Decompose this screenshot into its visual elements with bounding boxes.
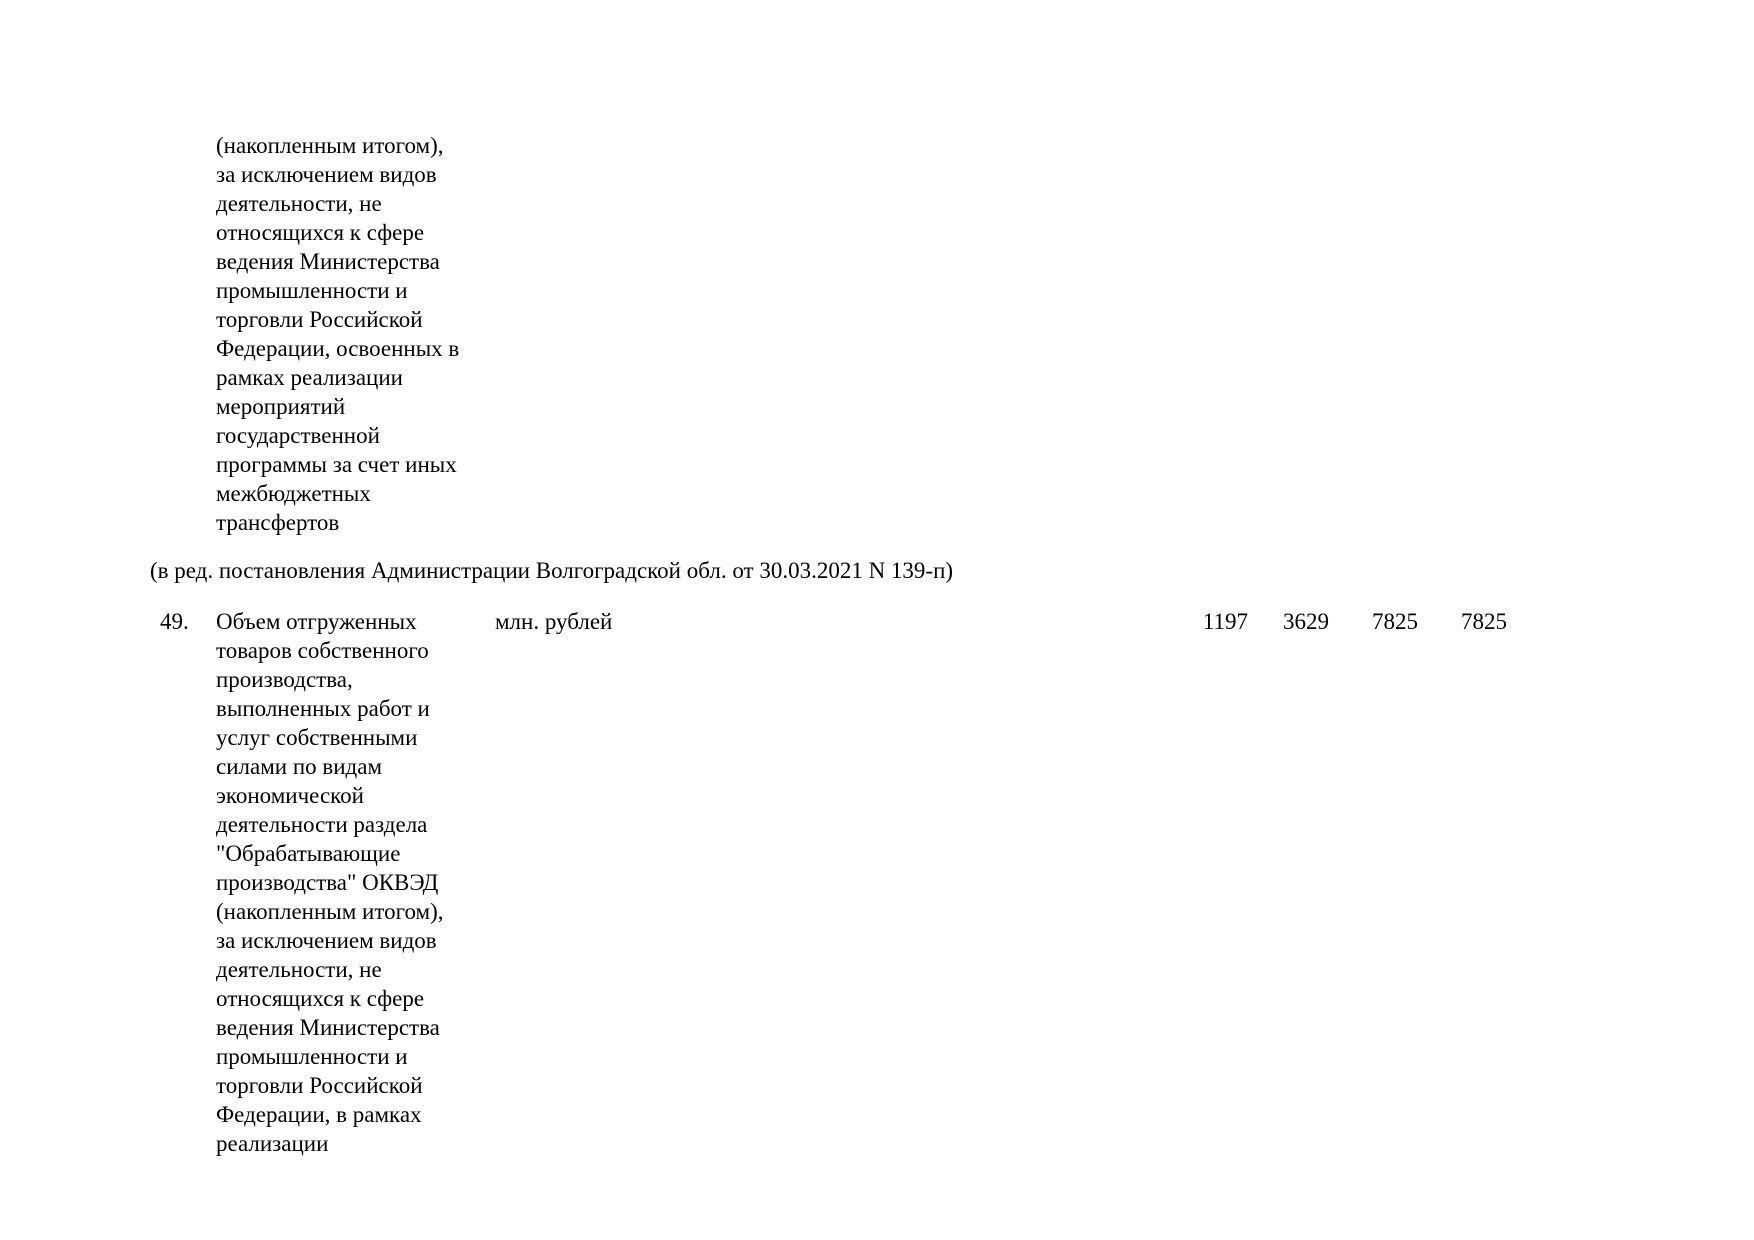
text-line: за исключением видов xyxy=(216,928,437,953)
text-line: мероприятий xyxy=(216,394,346,419)
text-line: силами по видам xyxy=(216,754,383,779)
text-line: "Обрабатывающие xyxy=(216,841,401,866)
text-line: межбюджетных xyxy=(216,481,371,506)
text-line: государственной xyxy=(216,423,380,448)
text-line: относящихся к сфере xyxy=(216,986,425,1011)
indicator-description xyxy=(216,607,444,1158)
text-line: деятельности, не xyxy=(216,191,382,216)
unit-cell: млн. рублей xyxy=(495,609,613,634)
text-line: Объем отгруженных xyxy=(216,609,417,634)
text-line: торговли Российской xyxy=(216,307,423,332)
value-cell: 3629 xyxy=(1283,609,1329,634)
text-line: торговли Российской xyxy=(216,1073,423,1098)
text-line: промышленности и xyxy=(216,278,408,303)
text-line: (накопленным итогом), xyxy=(216,133,444,158)
value-cell: 7825 xyxy=(1461,609,1507,634)
text-line: ведения Министерства xyxy=(216,1015,440,1040)
value-cell: 7825 xyxy=(1372,609,1418,634)
continued-indicator-text xyxy=(216,131,459,537)
text-line: промышленности и xyxy=(216,1044,408,1069)
text-line: программы за счет иных xyxy=(216,452,457,477)
text-line: производства" ОКВЭД xyxy=(216,870,439,895)
text-line: производства, xyxy=(216,667,353,692)
text-line: рамках реализации xyxy=(216,365,403,390)
text-line: деятельности, не xyxy=(216,957,382,982)
text-line: трансфертов xyxy=(216,510,340,535)
text-line: товаров собственного xyxy=(216,638,429,663)
value-cell: 1197 xyxy=(1202,609,1248,634)
text-line: за исключением видов xyxy=(216,162,437,187)
text-line: Федерации, освоенных в xyxy=(216,336,460,361)
text-line: Федерации, в рамках xyxy=(216,1102,422,1127)
row-number: 49. xyxy=(160,609,189,634)
text-line: выполненных работ и xyxy=(216,696,430,721)
text-line: (накопленным итогом), xyxy=(216,899,444,924)
amendment-note: (в ред. постановления Администрации Волгоградской обл. от 30.03.2021 N 139-п) xyxy=(150,558,954,583)
text-line: относящихся к сфере xyxy=(216,220,425,245)
text-line: реализации xyxy=(216,1131,329,1156)
text-line: экономической xyxy=(216,783,364,808)
text-line: ведения Министерства xyxy=(216,249,440,274)
text-line: деятельности раздела xyxy=(216,812,428,837)
text-line: услуг собственными xyxy=(216,725,418,750)
